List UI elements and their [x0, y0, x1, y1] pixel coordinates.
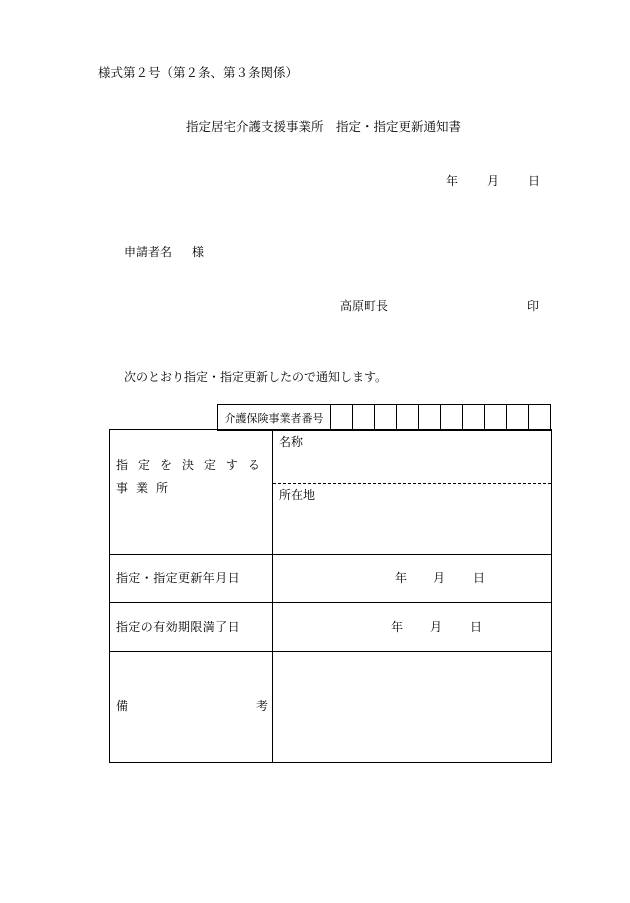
- business-number-box: [217, 404, 551, 431]
- label-char: を: [159, 458, 172, 472]
- label-char: 決: [181, 458, 194, 472]
- issuer-name: 高原町長: [340, 299, 389, 313]
- label-char: 定: [137, 458, 150, 472]
- digit-cell[interactable]: [507, 405, 529, 431]
- designation-date-field[interactable]: [273, 555, 551, 602]
- digit-cell[interactable]: [397, 405, 419, 431]
- digit-cell[interactable]: [529, 405, 551, 431]
- remarks-label-right: 考: [256, 699, 269, 713]
- name-field[interactable]: [274, 452, 550, 482]
- intro-sentence: 次のとおり指定・指定更新したので通知します。: [124, 370, 388, 384]
- seal-mark: 印: [527, 299, 540, 313]
- digit-cell[interactable]: [463, 405, 485, 431]
- label-char: す: [225, 458, 238, 472]
- remarks-label-left: 備: [116, 699, 129, 713]
- year-label: 年: [395, 571, 408, 585]
- form-number: 様式第２号（第２条、第３条関係）: [98, 65, 299, 80]
- day-label: 日: [470, 620, 483, 634]
- expiry-date-field[interactable]: [273, 603, 551, 651]
- month-label: 月: [433, 571, 446, 585]
- document-title: 指定居宅介護支援事業所 指定・指定更新通知書: [186, 119, 462, 134]
- expiry-date-label: 指定の有効期限満了日: [116, 620, 241, 634]
- digit-cell[interactable]: [441, 405, 463, 431]
- designation-date-label: 指定・指定更新年月日: [116, 571, 241, 585]
- month-label: 月: [430, 620, 443, 634]
- label-char: 指: [116, 458, 129, 472]
- year-label: 年: [391, 620, 404, 634]
- issue-day-label: 日: [528, 174, 541, 188]
- issue-month-label: 月: [487, 174, 500, 188]
- main-form-table: [109, 429, 552, 763]
- label-char: 業: [136, 481, 149, 495]
- location-field[interactable]: [274, 504, 550, 552]
- label-char: る: [247, 458, 260, 472]
- applicant-label: 申請者名: [124, 245, 173, 259]
- digit-cell[interactable]: [485, 405, 507, 431]
- remarks-field[interactable]: [273, 652, 551, 762]
- day-label: 日: [473, 571, 486, 585]
- issue-year-label: 年: [446, 174, 459, 188]
- business-label: [116, 456, 266, 496]
- digit-cell[interactable]: [375, 405, 397, 431]
- business-number-label: 介護保険事業者番号: [218, 405, 331, 431]
- label-char: 定: [203, 458, 216, 472]
- applicant-suffix: 様: [192, 245, 205, 259]
- label-char: 所: [156, 481, 169, 495]
- digit-cell[interactable]: [353, 405, 375, 431]
- location-label: 所在地: [279, 488, 316, 502]
- digit-cell[interactable]: [331, 405, 353, 431]
- digit-cell[interactable]: [419, 405, 441, 431]
- name-label: 名称: [279, 435, 304, 449]
- label-char: 事: [116, 481, 129, 495]
